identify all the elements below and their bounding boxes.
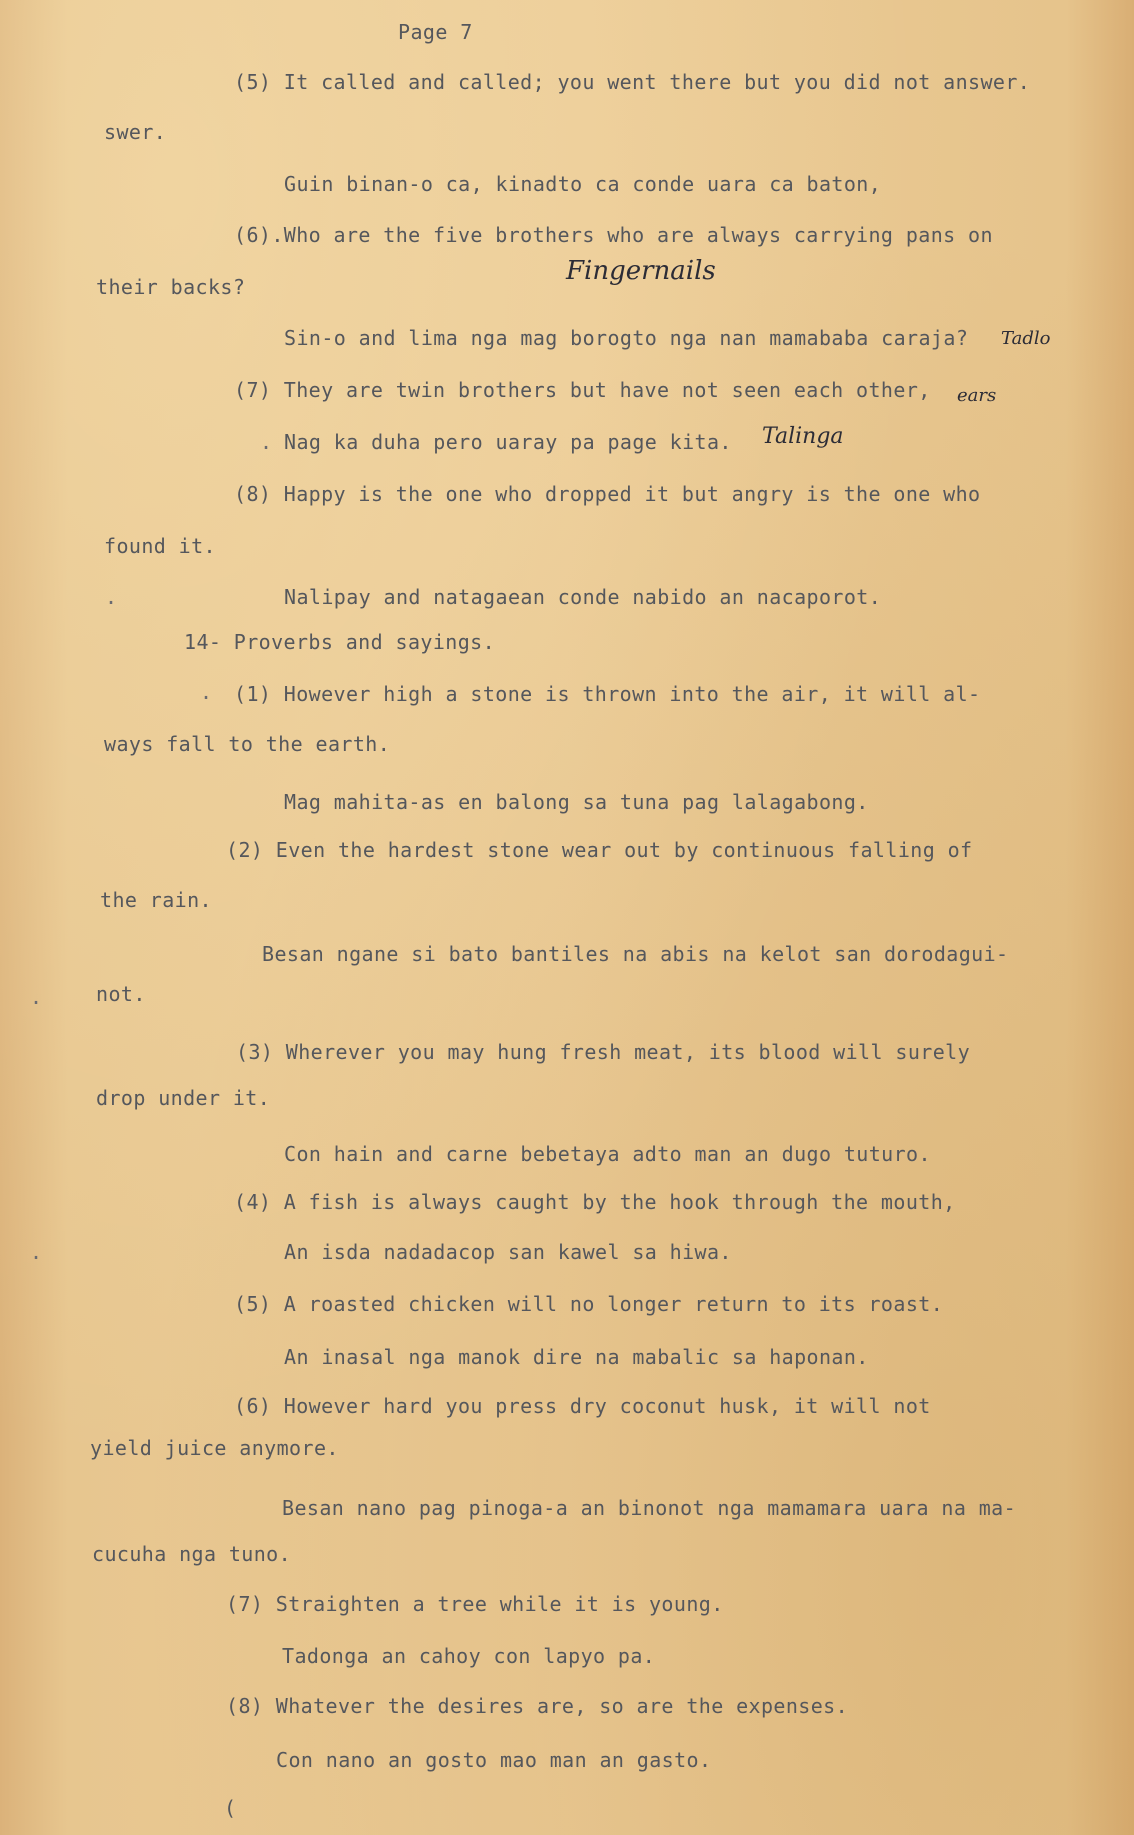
trailing-parenthesis: ( [224,1796,237,1820]
riddle-5-english: (5) It called and called; you went there but you did not answer. [234,70,1031,94]
proverb-6-local-cont: cucuha nga tuno. [92,1542,292,1566]
riddle-6-local: Sin-o and lima nga mag borogto nga nan mamababa caraja? [284,326,969,350]
proverb-4-english: (4) A fish is always caught by the hook through the mouth, [234,1190,956,1214]
handwritten-talinga: Talinga [762,424,844,449]
handwritten-fingernails: Fingernails [566,256,716,286]
stray-mark: . [30,1240,43,1264]
stray-mark: . [105,585,118,609]
proverb-1-english-cont: ways fall to the earth. [104,732,391,756]
handwritten-tadlo: Tadlo [1001,328,1051,349]
proverb-4-local: An isda nadadacop san kawel sa hiwa. [284,1240,732,1264]
proverb-3-english-cont: drop under it. [96,1086,271,1110]
stray-mark: . [260,430,273,454]
proverb-3-local: Con hain and carne bebetaya adto man an dugo tuturo. [284,1142,931,1166]
proverb-5-local: An inasal nga manok dire na mabalic sa haponan. [284,1345,869,1369]
riddle-7-english: (7) They are twin brothers but have not seen each other, [234,378,931,402]
riddle-6-english-cont: their backs? [96,275,246,299]
riddle-6-english: (6).Who are the five brothers who are always carrying pans on [234,223,993,247]
proverb-7-local: Tadonga an cahoy con lapyo pa. [282,1644,656,1668]
proverb-2-local-cont: not. [96,982,146,1006]
proverb-8-english: (8) Whatever the desires are, so are the expenses. [226,1694,849,1718]
stray-mark: . [30,985,43,1009]
proverb-2-english: (2) Even the hardest stone wear out by continuous falling of [226,838,973,862]
proverb-2-local: Besan ngane si bato bantiles na abis na kelot san dorodagui- [262,942,1009,966]
riddle-8-local: Nalipay and natagaean conde nabido an nacaporot. [284,585,882,609]
proverb-2-english-cont: the rain. [100,888,212,912]
stray-mark: . [200,680,213,704]
proverb-8-local: Con nano an gosto mao man an gasto. [276,1748,712,1772]
riddle-8-english-cont: found it. [104,534,216,558]
proverb-3-english: (3) Wherever you may hung fresh meat, its blood will surely [236,1040,971,1064]
riddle-5-local: Guin binan-o ca, kinadto ca conde uara ca baton, [284,172,882,196]
proverb-7-english: (7) Straighten a tree while it is young. [226,1592,724,1616]
handwritten-ears: ears [957,385,997,406]
riddle-8-english: (8) Happy is the one who dropped it but angry is the one who [234,482,981,506]
proverb-6-local: Besan nano pag pinoga-a an binonot nga mamamara uara na ma- [282,1496,1017,1520]
riddle-7-local: Nag ka duha pero uaray pa page kita. [284,430,732,454]
proverb-6-english-cont: yield juice anymore. [90,1436,339,1460]
proverb-5-english: (5) A roasted chicken will no longer return to its roast. [234,1292,944,1316]
proverb-1-local: Mag mahita-as en balong sa tuna pag lalagabong. [284,790,869,814]
section-14-heading: 14- Proverbs and sayings. [184,630,496,654]
riddle-5-english-cont: swer. [104,120,167,144]
page-header: Page 7 [398,20,473,44]
proverb-6-english: (6) However hard you press dry coconut husk, it will not [234,1394,931,1418]
proverb-1-english: (1) However high a stone is thrown into the air, it will al- [234,682,981,706]
